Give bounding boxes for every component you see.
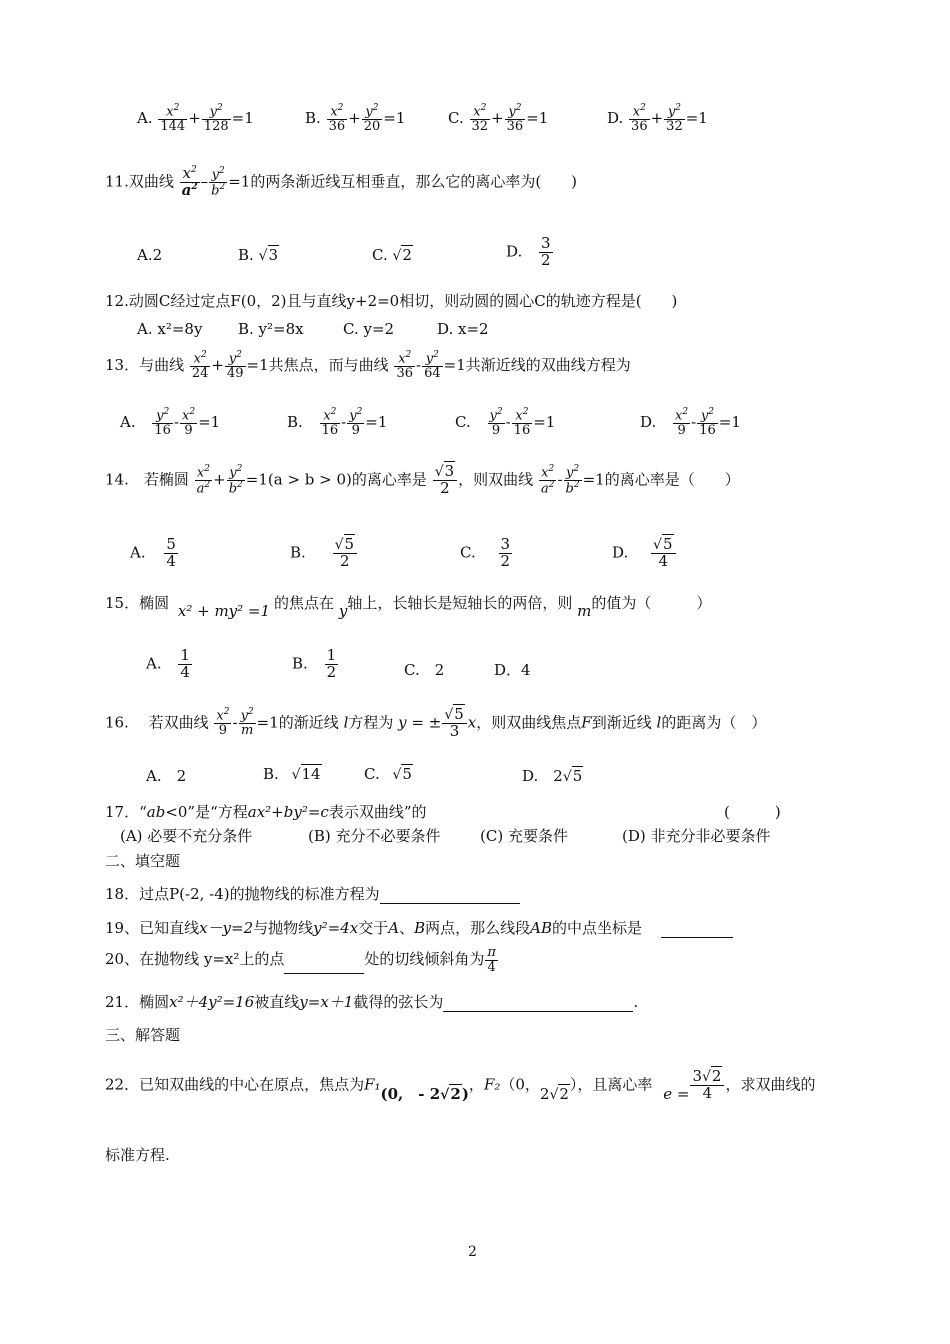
q18-question: 18．过点P(-2, -4)的抛物线的标准方程为 [105,883,520,904]
q15-option-c: C. 2 [404,661,445,679]
q15-question: 15．椭圆 x² + my² =1 的焦点在 y轴上，长轴长是短轴长的两倍，则 m的值为（ ） [105,594,712,620]
q11-option-a: A.2 [137,246,163,264]
q10-option-c: C. $\frac{x^2}{32}$ + $\frac{y^2}{36}$ =1 [448,103,549,134]
q16-option-a: A. 2 [146,767,187,785]
q12-option-a: A. x²=8y [137,320,203,338]
q11-option-b: B. √3 [238,246,279,264]
q14-option-b: B. $\frac{√5}{2}$ [290,537,358,570]
q19-question: 19、已知直线x－y=2与抛物线y²=4x交于A、B两点，那么线段AB的中点坐标是 [105,917,733,938]
q17-option-c: (C) 充要条件 [480,827,568,845]
q15-option-b: B. $\frac{1}{2}$ [292,646,337,681]
q10-option-a: A. $\frac{x^2}{144}$ + $\frac{y^2}{128}$ =1 [137,103,254,134]
q22-question: 22．已知双曲线的中心在原点，焦点为F₁(0, - 2√2)，F₂（0，2√2），且离心率 e = $\frac{3√2}{4}$ ，求双曲线的 [105,1067,816,1104]
section-fill-in-heading: 二、填空题 [105,852,181,870]
q21-answer-blank [443,995,633,1012]
q13-option-b: B. $\frac{x^2}{16}$ - $\frac{y^2}{9}$ =1 [287,407,388,438]
q14-option-a: A. $\frac{5}{4}$ [130,535,176,570]
q11-option-d: D. $\frac{3}{2}$ [506,234,551,269]
q11-question: 11.双曲线 $\frac{x^2}{a^2}$ – $\frac{y^2}{b^2}$ =1的两条渐近线互相垂直，那么它的离心率为( ) [105,164,578,199]
q12-option-b: B. y²=8x [238,320,304,338]
q19-answer-blank [661,921,733,938]
q16-option-b: B. √14 [263,765,321,783]
q12-option-d: D. x=2 [437,320,489,338]
section-solve-heading: 三、解答题 [105,1026,181,1044]
q12-question: 12.动圆C经过定点F(0，2)且与直线y+2=0相切，则动圆的圆心C的轨迹方程是( ) [105,292,678,310]
q17-option-b: (B) 充分不必要条件 [308,827,441,845]
q14-option-c: C. $\frac{3}{2}$ [460,535,511,570]
q18-answer-blank [380,887,520,904]
q13-option-c: C. $\frac{y^2}{9}$ - $\frac{x^2}{16}$ =1 [455,407,556,438]
page-number: 2 [468,1244,477,1260]
q20-answer-blank [284,957,364,974]
q16-question: 16. 若双曲线 $\frac{x^2}{9}$ - $\frac{y^2}{m}$ =1的渐近线 l方程为 y = ± $\frac{√5}{3}$ x，则双曲线焦点F到渐近线 l的距离为（ ） [105,705,767,740]
q17-question: 17．“ab<0”是“方程ax²+by²=c表示双曲线”的 [105,803,427,821]
q12-option-c: C. y=2 [343,320,395,338]
q11-option-c: C. √2 [372,246,412,264]
q17-option-d: (D) 非充分非必要条件 [622,827,771,845]
q14-question: 14. 若椭圆 $\frac{x^2}{a^2}$ + $\frac{y^2}{b^2}$ =1(a > b > 0)的离心率是 $\frac{√3}{2}$ ，则双曲线 $\frac{x^2}{a^2}$ - $\frac{y^2}{b^2}$ =1的离心率是（ ） [105,462,740,497]
q13-question: 13．与曲线 $\frac{x^2}{24}$ + $\frac{y^2}{49}$ =1共焦点，而与曲线 $\frac{x^2}{36}$ - $\frac{y^2}{64}$ =1共渐近线的双曲线方程为 [105,350,631,381]
q22-question-continued: 标准方程. [105,1146,170,1164]
q17-option-a: (A) 必要不充分条件 [120,827,253,845]
q10-option-b: B. $\frac{x^2}{36}$ + $\frac{y^2}{20}$ =1 [305,103,406,134]
q20-question: 20、在抛物线 y=x²上的点 处的切线倾斜角为 $\frac{\pi}{4}$ [105,945,496,975]
q21-question: 21．椭圆x²＋4y²=16被直线y=x＋1截得的弦长为 . [105,993,639,1011]
q14-option-d: D. $\frac{√5}{4}$ [612,537,677,570]
q15-option-a: A. $\frac{1}{4}$ [146,646,190,681]
q16-option-d: D. 2√5 [522,767,583,785]
q17-answer-paren: ( ) [724,803,781,821]
q16-option-c: C. √5 [364,765,412,783]
q13-option-d: D. $\frac{x^2}{9}$ - $\frac{y^2}{16}$ =1 [640,407,741,438]
q15-option-d: D．4 [494,661,531,679]
q10-option-d: D. $\frac{x^2}{36}$ + $\frac{y^2}{32}$ =1 [607,103,708,134]
q13-option-a: A. $\frac{y^2}{16}$ - $\frac{x^2}{9}$ =1 [120,407,221,438]
